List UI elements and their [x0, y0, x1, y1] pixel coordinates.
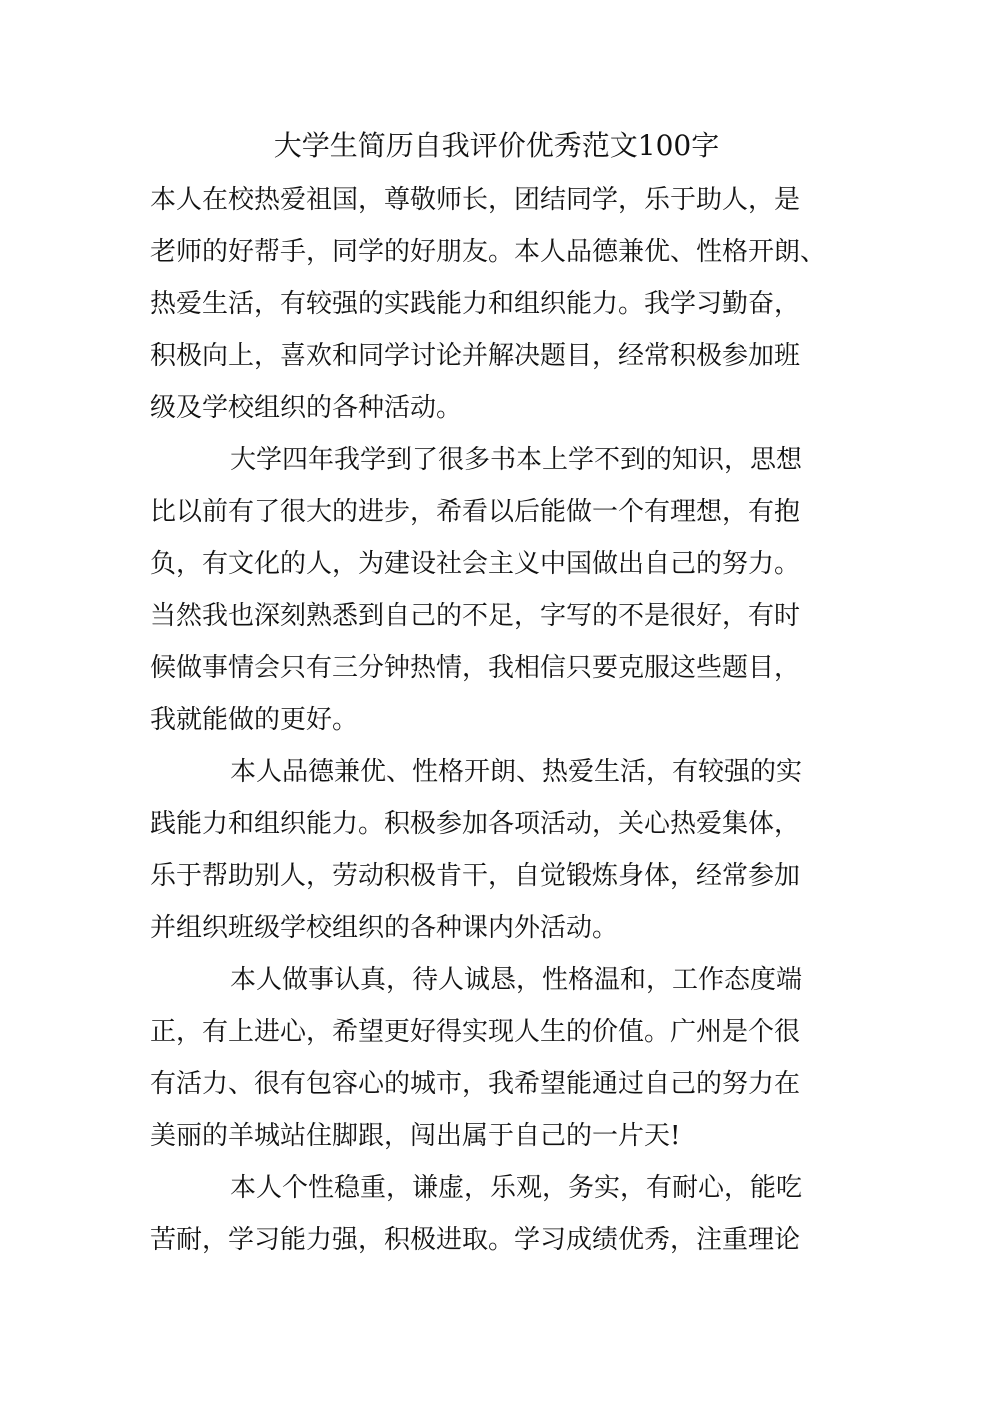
text-line: 有活力、很有包容心的城市，我希望能通过自己的努力在	[150, 1069, 801, 1099]
paragraph-4	[150, 954, 830, 1162]
text-line: 我就能做的更好。	[150, 705, 359, 735]
text-line: 候做事情会只有三分钟热情，我相信只要克服这些题目，	[150, 653, 801, 683]
text-line: 本人个性稳重，谦虚，乐观，务实，有耐心，能吃	[230, 1173, 803, 1203]
text-line: 乐于帮助别人，劳动积极肯干，自觉锻炼身体，经常参加	[150, 861, 801, 891]
text-line: 美丽的羊城站住脚跟，闯出属于自己的一片天!	[150, 1121, 681, 1151]
paragraph-5	[150, 1162, 830, 1266]
text-line: 本人品德兼优、性格开朗、热爱生活，有较强的实	[230, 757, 803, 787]
paragraph-1	[150, 174, 830, 434]
text-line: 当然我也深刻熟悉到自己的不足，字写的不是很好，有时	[150, 601, 801, 631]
text-line: 负，有文化的人，为建设社会主义中国做出自己的努力。	[150, 549, 801, 579]
text-line: 老师的好帮手，同学的好朋友。本人品德兼优、性格开朗、	[150, 237, 827, 267]
text-line: 本人做事认真，待人诚恳，性格温和，工作态度端	[230, 965, 803, 995]
text-line: 大学四年我学到了很多书本上学不到的知识，思想	[230, 445, 803, 475]
text-line: 践能力和组织能力。积极参加各项活动，关心热爱集体，	[150, 809, 801, 839]
document-title: 大学生简历自我评价优秀范文100字	[273, 129, 720, 162]
text-line: 热爱生活，有较强的实践能力和组织能力。我学习勤奋，	[150, 289, 801, 319]
paragraph-2	[150, 434, 830, 746]
text-line: 本人在校热爱祖国，尊敬师长，团结同学，乐于助人，是	[150, 185, 801, 215]
text-line: 积极向上，喜欢和同学讨论并解决题目，经常积极参加班	[150, 341, 801, 371]
text-line: 并组织班级学校组织的各种课内外活动。	[150, 913, 619, 943]
text-line: 苦耐，学习能力强，积极进取。学习成绩优秀，注重理论	[150, 1225, 801, 1255]
paragraph-3	[150, 746, 830, 954]
text-line: 正，有上进心，希望更好得实现人生的价值。广州是个很	[150, 1017, 801, 1047]
document-body	[150, 174, 830, 1266]
text-line: 级及学校组织的各种活动。	[150, 393, 463, 423]
text-line: 比以前有了很大的进步，希看以后能做一个有理想，有抱	[150, 497, 801, 527]
